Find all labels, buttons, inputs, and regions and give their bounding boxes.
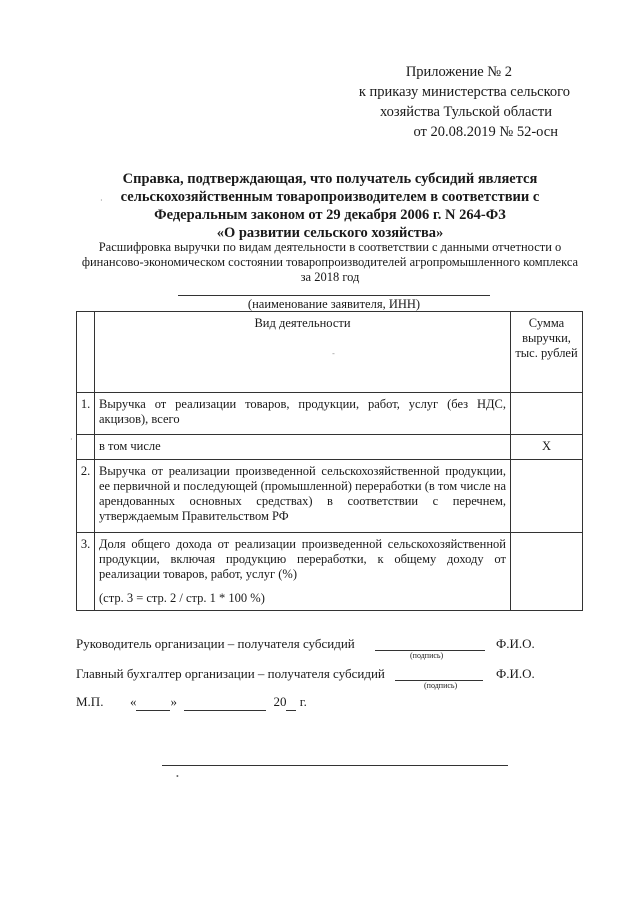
date-day-field[interactable] [136, 694, 170, 711]
appendix-ministry: хозяйства Тульской области [379, 104, 552, 120]
date-month-field[interactable] [184, 694, 266, 711]
row-sum-cell[interactable] [511, 460, 583, 533]
document-subtitle [60, 240, 600, 285]
row-sum-cell[interactable] [511, 533, 583, 611]
revenue-table [76, 311, 583, 611]
appendix-header [300, 62, 600, 142]
table-row [77, 393, 583, 435]
stamp-date-row [76, 694, 307, 711]
row-number: 3. [77, 533, 95, 611]
date-quote-close: » [170, 694, 177, 709]
accountant-signature-caption: (подпись) [424, 681, 458, 690]
row-sum-cell: X [511, 435, 583, 460]
row-number: 1. [77, 393, 95, 435]
appendix-order-ref: к приказу министерства сельского [358, 84, 570, 100]
head-signature-label: Руководитель организации – получателя субсидий [76, 636, 355, 651]
accountant-fio-label: Ф.И.О. [496, 666, 535, 681]
subtitle-line-1: Расшифровка выручки по видам деятельности в соответствии с данными отчетности о [98, 240, 562, 254]
row-sum-cell[interactable] [511, 393, 583, 435]
scan-mark: - [332, 349, 335, 358]
scan-speck: · [70, 435, 73, 444]
date-year-field[interactable] [286, 694, 296, 711]
subtitle-line-2: финансово-экономическом состоянии товаропроизводителей агропромышленного комплекса [81, 255, 579, 269]
title-line-1: Справка, подтверждающая, что получатель субсидий является [122, 171, 538, 187]
row-number [77, 435, 95, 460]
row-description: Выручка от реализации произведенной сельскохозяйственной продукции, ее первичной и последующей (промышленной) переработки (в том числе на арендованных основных средствах) в соответствии с перечнем, утверждаемым Правительством РФ [95, 460, 511, 533]
date-year-prefix: 20 [273, 694, 287, 709]
table-row [77, 460, 583, 533]
title-line-3: Федеральным законом от 29 декабря 2006 г. N 264-ФЗ [154, 207, 506, 223]
row-number: 2. [77, 460, 95, 533]
date-year-suffix: г. [296, 694, 307, 709]
scan-speck: · [100, 196, 103, 205]
row-description-text: Доля общего дохода от реализации произведенной сельскохозяйственной продукции, включая продукцию переработки, к общему доходу от реализации товаров, работ, услуг (%) [99, 537, 506, 581]
row-description: Выручка от реализации товаров, продукции, работ, услуг (без НДС, акцизов), всего [95, 393, 511, 435]
row-formula: (стр. 3 = стр. 2 / стр. 1 * 100 %) [99, 591, 265, 605]
applicant-caption: (наименование заявителя, ИНН) [247, 297, 421, 311]
table-row [77, 435, 583, 460]
header-activity [95, 312, 511, 393]
head-fio-label: Ф.И.О. [496, 636, 535, 651]
table-header-row [77, 312, 583, 393]
accountant-signature-label: Главный бухгалтер организации – получателя субсидий [76, 666, 385, 681]
appendix-number: Приложение № 2 [405, 64, 512, 80]
title-line-4: «О развитии сельского хозяйства» [216, 225, 444, 241]
row-description: в том числе [95, 435, 511, 460]
appendix-order-date: от 20.08.2019 № 52-осн [413, 124, 558, 140]
document-title [60, 170, 600, 242]
date-quote-open: « [129, 694, 137, 709]
header-num-cell [77, 312, 95, 393]
bottom-rule [162, 765, 508, 766]
header-activity-label: Вид деятельности [254, 316, 351, 330]
head-signature-caption: (подпись) [410, 651, 444, 660]
row-description [95, 533, 511, 611]
title-line-2: сельскохозяйственным товаропроизводителем в соответствии с [120, 189, 540, 205]
stamp-label: М.П. [76, 694, 104, 709]
header-sum: Сумма выручки, тыс. рублей [511, 312, 583, 393]
subtitle-line-3: за 2018 год [300, 270, 360, 284]
applicant-name-field[interactable] [178, 295, 490, 296]
table-row [77, 533, 583, 611]
scan-speck: • [176, 772, 179, 781]
